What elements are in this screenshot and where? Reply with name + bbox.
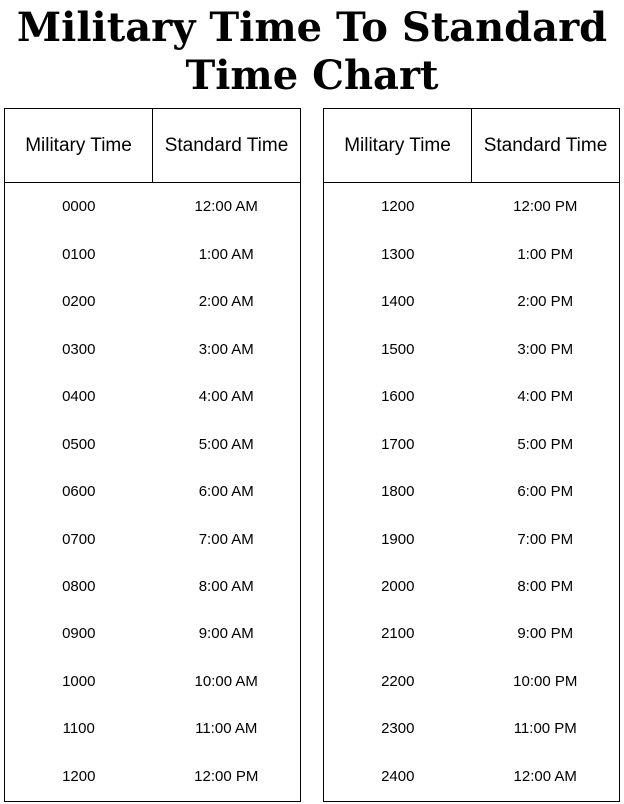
page-title: Military Time To Standard Time Chart: [16, 4, 608, 99]
table-row: [324, 515, 619, 562]
standard-time-cell: 6:00 AM: [198, 483, 254, 501]
military-time-cell: 1300: [381, 245, 415, 263]
table-row: [324, 563, 619, 610]
military-time-cell: 1600: [381, 388, 415, 406]
standard-time-cell: 8:00 PM: [517, 577, 574, 595]
standard-time-cell: 2:00 PM: [517, 293, 574, 311]
standard-time-cell: 11:00 PM: [513, 720, 577, 738]
table-row: [324, 183, 619, 230]
military-time-header: Military Time: [5, 109, 153, 182]
standard-time-cell: 3:00 AM: [198, 340, 254, 358]
standard-time-cell: 5:00 AM: [198, 435, 254, 453]
table-row: [5, 515, 300, 562]
military-time-cell: 0100: [62, 245, 96, 263]
table-row: [5, 373, 300, 420]
table-row: [5, 278, 300, 325]
standard-time-cell: 7:00 PM: [517, 530, 574, 548]
standard-time-cell: 1:00 AM: [198, 245, 254, 263]
military-time-cell: 0400: [62, 388, 96, 406]
standard-time-cell: 8:00 AM: [198, 577, 254, 595]
military-time-cell: 0900: [62, 625, 96, 643]
standard-time-cell: 12:00 PM: [194, 767, 259, 785]
military-time-cell: 2300: [381, 720, 415, 738]
table-row: [5, 658, 300, 705]
military-time-cell: 0700: [62, 530, 96, 548]
standard-time-cell: 9:00 AM: [198, 625, 254, 643]
standard-time-cell: 4:00 AM: [198, 388, 254, 406]
table-row: [5, 420, 300, 467]
standard-time-cell: 7:00 AM: [198, 530, 254, 548]
table-row: [5, 325, 300, 372]
military-time-cell: 0200: [62, 293, 96, 311]
military-time-cell: 1900: [381, 530, 415, 548]
military-time-cell: 2400: [381, 767, 415, 785]
standard-time-cell: 2:00 AM: [198, 293, 254, 311]
military-time-cell: 0300: [62, 340, 96, 358]
table-row: [5, 468, 300, 515]
table-row: [324, 610, 619, 657]
table-row: [324, 753, 619, 800]
military-time-cell: 1100: [62, 720, 95, 738]
table-row: [5, 230, 300, 277]
military-time-cell: 0500: [62, 435, 96, 453]
military-time-cell: 2200: [381, 672, 415, 690]
standard-time-cell: 12:00 AM: [513, 767, 577, 785]
am-conversion-table: [4, 108, 301, 802]
table-row: [324, 705, 619, 752]
table-body: [5, 183, 300, 800]
military-time-cell: 1200: [381, 198, 415, 216]
standard-time-header: Standard Time: [483, 134, 608, 156]
standard-time-cell: 6:00 PM: [517, 483, 574, 501]
standard-time-cell: 3:00 PM: [517, 340, 574, 358]
table-row: [324, 230, 619, 277]
military-time-cell: 0000: [62, 198, 96, 216]
table-header-row: [324, 109, 619, 183]
military-time-cell: 0800: [62, 577, 96, 595]
table-row: [324, 420, 619, 467]
table-row: [324, 658, 619, 705]
table-row: [5, 753, 300, 800]
standard-time-header: Standard Time: [164, 134, 289, 156]
military-time-cell: 1200: [62, 767, 96, 785]
standard-time-cell: 11:00 AM: [195, 720, 258, 738]
military-time-cell: 0600: [62, 483, 96, 501]
standard-time-cell: 10:00 PM: [513, 672, 578, 690]
table-row: [5, 563, 300, 610]
table-row: [5, 610, 300, 657]
military-time-cell: 2000: [381, 577, 415, 595]
pm-conversion-table: [323, 108, 620, 802]
military-time-cell: 1700: [381, 435, 415, 453]
standard-time-cell: 5:00 PM: [517, 435, 574, 453]
standard-time-cell: 12:00 PM: [513, 198, 578, 216]
table-header-row: [5, 109, 300, 183]
table-row: [5, 183, 300, 230]
table-row: [324, 325, 619, 372]
table-body: [324, 183, 619, 800]
military-time-cell: 1000: [62, 672, 96, 690]
standard-time-cell: 12:00 AM: [194, 198, 258, 216]
military-time-cell: 1400: [381, 293, 415, 311]
table-row: [324, 278, 619, 325]
table-row: [5, 705, 300, 752]
table-row: [324, 373, 619, 420]
table-row: [324, 468, 619, 515]
standard-time-cell: 1:00 PM: [517, 245, 574, 263]
standard-time-cell: 4:00 PM: [517, 388, 574, 406]
military-time-header: Military Time: [324, 109, 472, 182]
military-time-cell: 1500: [381, 340, 415, 358]
standard-time-cell: 10:00 AM: [194, 672, 258, 690]
standard-time-cell: 9:00 PM: [517, 625, 574, 643]
military-time-cell: 1800: [381, 483, 415, 501]
military-time-cell: 2100: [381, 625, 415, 643]
